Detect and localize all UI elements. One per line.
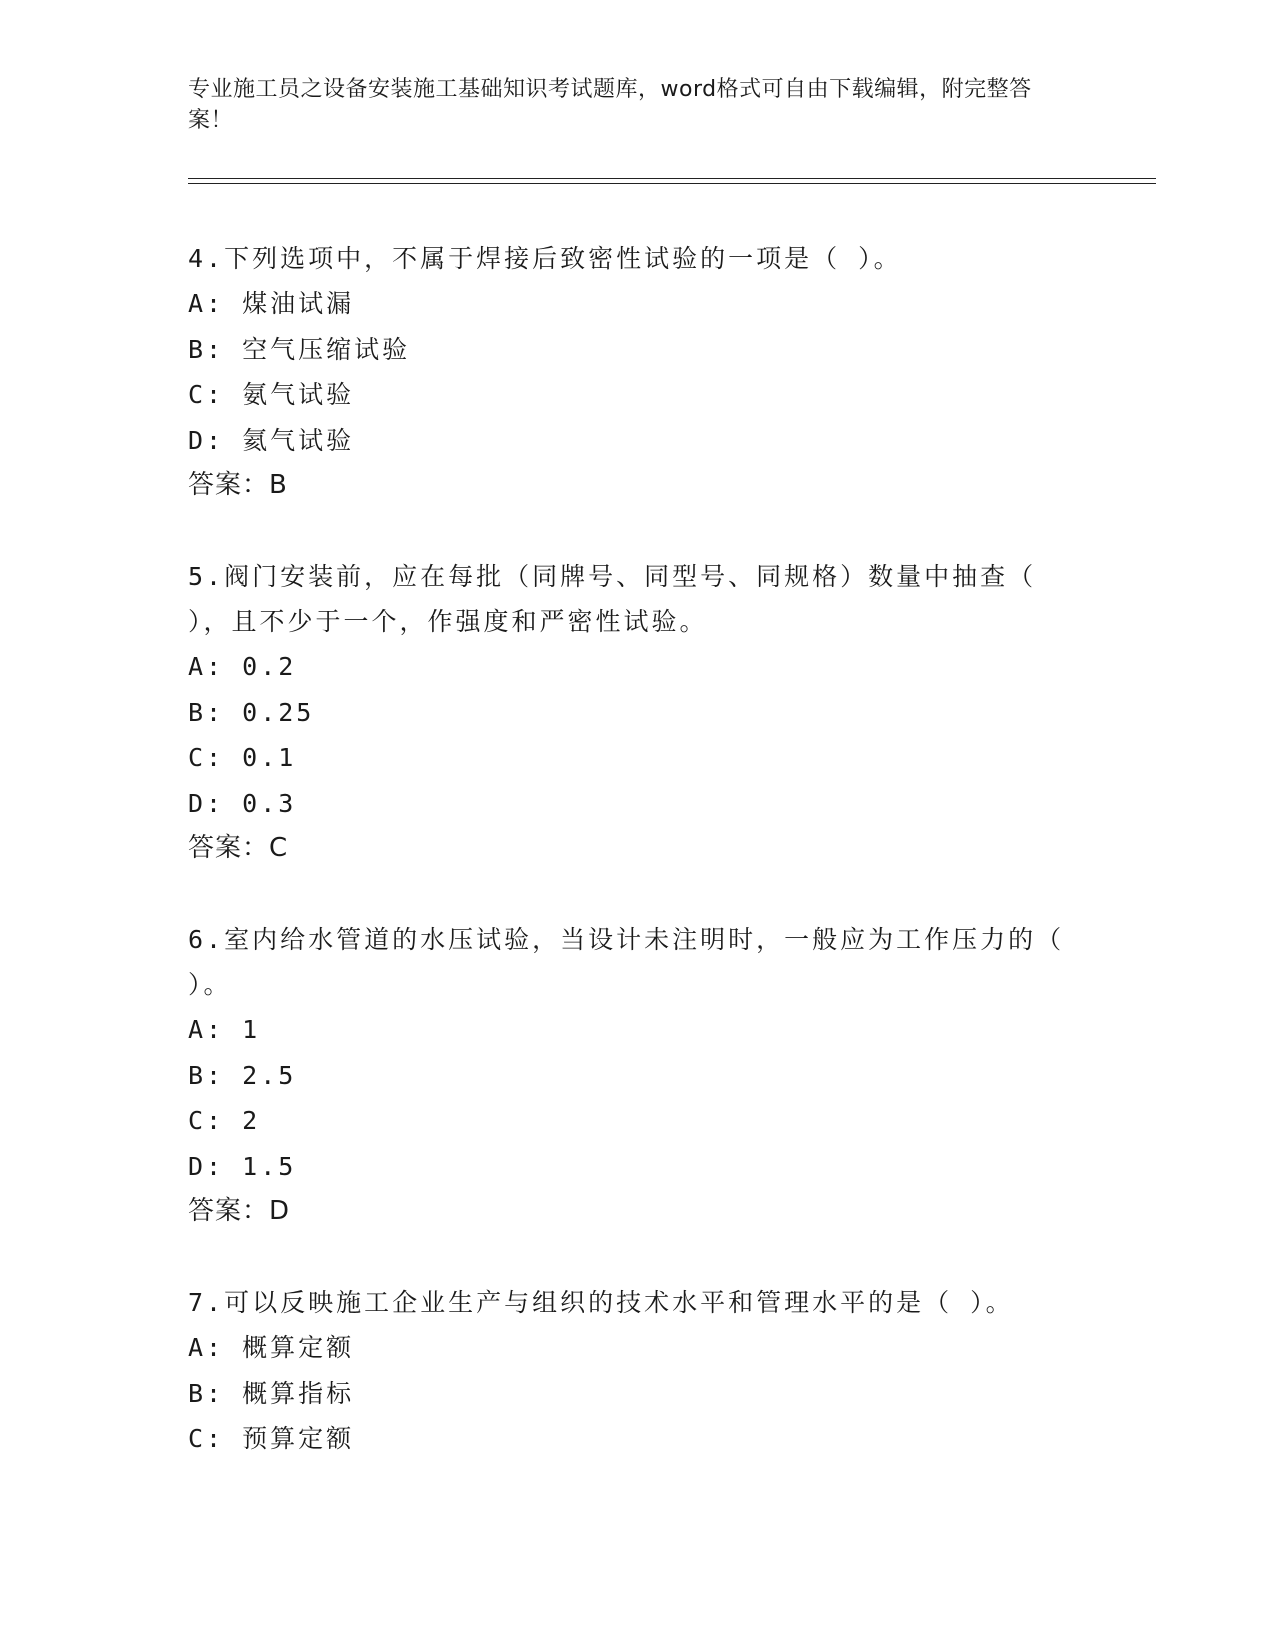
option-b: B: 空气压缩试验 [188, 334, 411, 364]
option-a: A: 0.2 [188, 652, 297, 681]
option-b: B: 0.25 [188, 697, 315, 727]
header-divider-top [188, 178, 1156, 179]
question-text: 6.室内给水管道的水压试验，当设计未注明时，一般应为工作压力的（ ）。 [188, 925, 1065, 999]
answer-label: 答案：D [188, 1196, 291, 1226]
header-divider-bottom [188, 183, 1156, 184]
question-list [188, 236, 1088, 1508]
option-d: D: 1.5 [188, 1151, 297, 1181]
answer-label: 答案：B [188, 470, 288, 500]
question-text: 5.阀门安装前，应在每批（同牌号、同型号、同规格）数量中抽查（ ），且不少于一个，作强度和严密性试验。 [188, 562, 1037, 636]
question-5 [188, 554, 1088, 871]
option-d: D: 0.3 [188, 788, 297, 818]
option-b: B: 概算指标 [188, 1378, 355, 1408]
option-c: C: 0.1 [188, 743, 297, 772]
question-6 [188, 917, 1088, 1234]
answer-label: 答案：C [188, 833, 289, 863]
document-header: 专业施工员之设备安装施工基础知识考试题库，word格式可自由下载编辑，附完整答案！ [188, 77, 1032, 133]
option-a: A: 概算定额 [188, 1333, 355, 1362]
option-c: C: 氨气试验 [188, 380, 355, 409]
option-d: D: 氦气试验 [188, 425, 355, 455]
option-b: B: 2.5 [188, 1060, 297, 1090]
option-a: A: 1 [188, 1015, 261, 1044]
question-4 [188, 236, 1088, 508]
question-7 [188, 1280, 1088, 1462]
option-a: A: 煤油试漏 [188, 289, 355, 318]
option-c: C: 预算定额 [188, 1424, 355, 1453]
option-c: C: 2 [188, 1106, 261, 1135]
question-text: 7.可以反映施工企业生产与组织的技术水平和管理水平的是（ ）。 [188, 1288, 1014, 1317]
question-text: 4.下列选项中，不属于焊接后致密性试验的一项是（ ）。 [188, 244, 902, 273]
